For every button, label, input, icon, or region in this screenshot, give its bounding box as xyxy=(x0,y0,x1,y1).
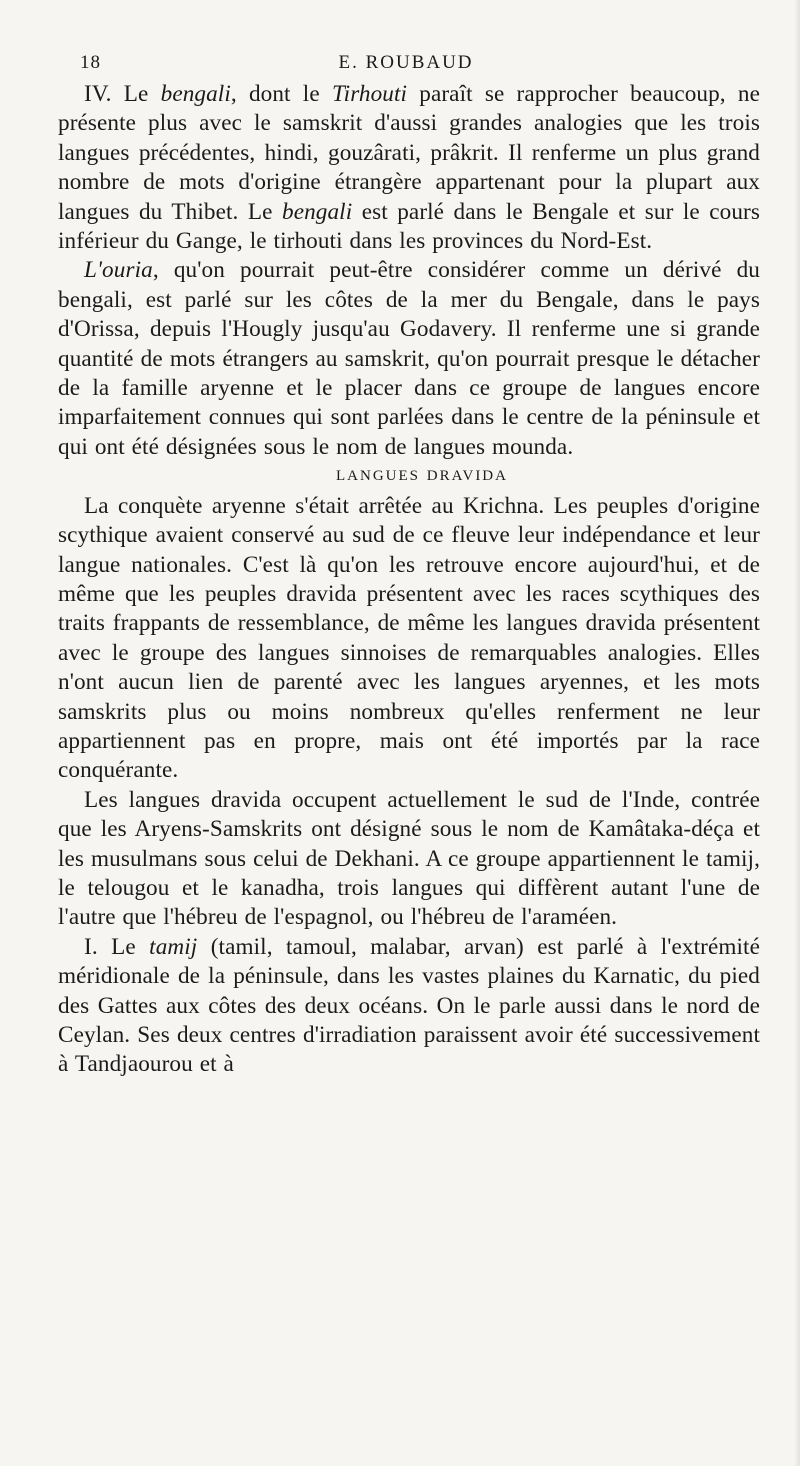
paragraph-text: est parlé dans le Bengale et sur le cours inférieur du Gange, le tirhouti dans les provinces du Nord-Est. xyxy=(58,198,760,255)
term-ouria: L'ouria xyxy=(84,257,153,284)
paragraph-text: , dont le xyxy=(230,81,332,107)
paragraph-lead: I. Le xyxy=(84,933,150,960)
running-head-author: E. ROUBAUD xyxy=(338,52,474,73)
term-bengali: bengali xyxy=(282,198,353,225)
term-tamij: tamij xyxy=(149,933,198,960)
section-title: LANGUES DRAVIDA xyxy=(336,468,508,485)
paragraph-text: paraît se rapprocher beaucoup, ne présente plus avec le samskrit d'aussi grandes analogies que les trois langues précédentes, hindi, gouzârati, prâkrit. Il renferme un plus grand nombre de mots d'origine étrangère appartenant pour la plupart aux langues du Thibet. Le xyxy=(58,81,760,225)
paragraph-bengali xyxy=(58,80,760,256)
paragraph-conquete: La conquète aryenne s'était arrêtée au Krichna. Les peuples d'origine scythique avaient conservé au sud de ce fleuve leur indépendance et leur langue nationales. C'est là qu'on les retrouve encore aujourd'hui, et de même que les peuples dravida présentent avec les races scythiques des traits frappants de ressemblance, de même les langues dravida présentent avec le groupe des langues sinnoises de remarquables analogies. Elles n'ont aucun lien de parenté avec les langues aryennes, et les mots samskrits plus ou moins nombreux qu'elles renferment ne leur appartiennent pas en propre, mais ont été importés par la race conquérante. xyxy=(58,492,760,784)
term-tirhouti: Tirhouti xyxy=(331,81,408,107)
paragraph-text: , qu'on pourrait peut-être considérer comme un dérivé du bengali, est parlé sur les côtes de la mer du Bengale, dans le pays d'Orissa, depuis l'Hougly jusqu'au Godavery. Il renferme une si grande quantité de mots étrangers au samskrit, qu'on pourrait presque le détacher de la famille aryenne et le placer dans ce groupe de langues encore imparfaitement connues qui sont parlées dans le centre de la péninsule et qui ont été désignées sous le nom de langues mounda. xyxy=(58,257,760,460)
paragraph-lead: IV. Le xyxy=(84,81,161,107)
term-bengali: bengali xyxy=(160,81,231,107)
paragraph-tamij xyxy=(58,933,760,1080)
page-number: 18 xyxy=(80,52,101,73)
paragraph-text: (tamil, tamoul, malabar, arvan) est parlé à l'extrémité méridionale de la péninsule, dans les vastes plaines du Karnatic, du pied des Gattes aux côtes des deux océans. On le parle aussi dans le nord de Ceylan. Ses deux centres d'irradiation paraissent avoir été successivement à Tandjaourou et à xyxy=(58,933,760,1078)
paragraph-langues-dravida: Les langues dravida occupent actuellement le sud de l'Inde, contrée que les Aryens-Samskrits ont désigné sous le nom de Kamâtaka-déça et les musulmans sous celui de Dekhani. A ce groupe appartiennent le tamij, le telougou et le kanadha, trois langues qui diffèrent autant l'une de l'autre que l'hébreu de l'espagnol, ou l'hébreu de l'araméen. xyxy=(58,786,760,931)
book-page xyxy=(52,40,760,1440)
running-head xyxy=(52,40,760,80)
paragraph-ouria xyxy=(58,256,760,462)
page-body xyxy=(52,80,760,1080)
page-edge-shadow xyxy=(794,0,800,1466)
